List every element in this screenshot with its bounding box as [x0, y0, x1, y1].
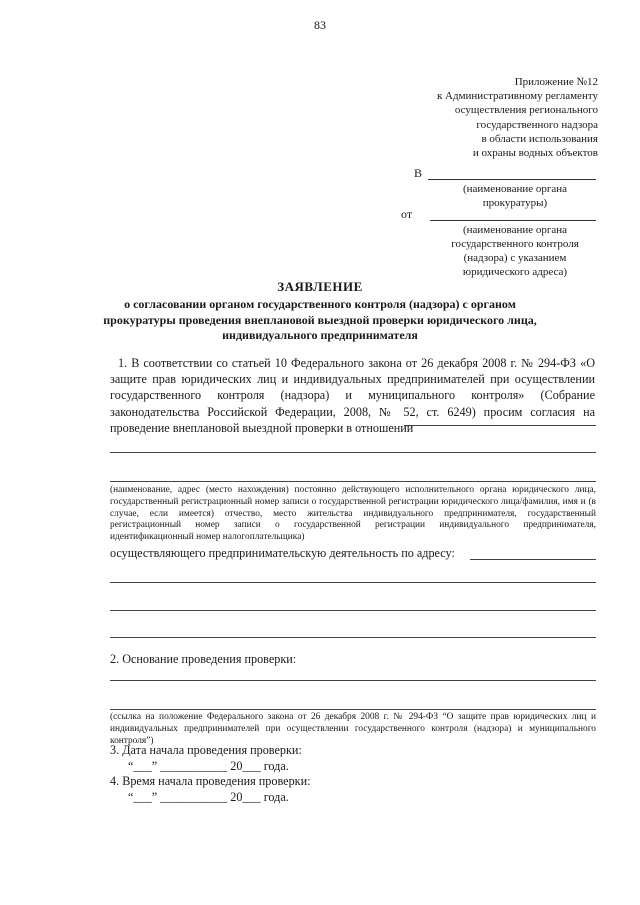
- from-field-line[interactable]: [430, 220, 596, 221]
- inline-fill-line[interactable]: [404, 425, 596, 426]
- to-field-line[interactable]: [428, 179, 596, 180]
- fill-line[interactable]: [110, 709, 596, 710]
- note-1: (наименование, адрес (место нахождения) постоянно действующего исполнительного органа юридического лица, государственный регистрационный номер записи о государственной регистрации юридического лица/фамилия, имя и (в случае, если имеется) отчество, место жительства индивидуального предпринимателя, государственный регистрационный номер записи о государственной регистрации индивидуального предпринимателя, идентификационный номер налогоплательщика): [110, 485, 596, 543]
- paragraph-1: 1. В соответствии со статьей 10 Федерального закона от 26 декабря 2008 г. № 294-ФЗ «О защите прав юридических лиц и индивидуальных предпринимателей при осуществлении государственного контроля (надзора) и муниципального контроля» (Собрание законодательства Российской Федерации, 2008, № 52, ст. 6249) просим согласия на проведение внеплановой выездной проверки в отношении: [110, 356, 595, 435]
- fill-line[interactable]: [110, 452, 596, 453]
- to-label: В: [414, 166, 423, 180]
- date-field-3[interactable]: “___” ___________ 20___ года.: [128, 759, 289, 773]
- appendix-line: в области использования: [481, 132, 598, 145]
- fill-line[interactable]: [110, 610, 596, 611]
- appendix-line: осуществления регионального: [454, 104, 598, 117]
- fill-line[interactable]: [110, 680, 596, 681]
- document-title: ЗАЯВЛЕНИЕ: [277, 279, 363, 294]
- section-2-label: 2. Основание проведения проверки:: [110, 652, 297, 666]
- fill-line[interactable]: [110, 481, 596, 482]
- document-subtitle: о согласовании органом государственного контроля (надзора) с органом прокуратуры проведения внеплановой выездной проверки юридического лица, индивидуального предпринимателя: [103, 297, 537, 342]
- appendix-line: к Административному регламенту: [436, 90, 598, 103]
- from-label: от: [401, 207, 413, 221]
- fill-line[interactable]: [110, 582, 596, 583]
- fill-line[interactable]: [110, 637, 596, 638]
- from-hint: (наименование органа государственного контроля (надзора) с указанием юридического адреса): [451, 224, 579, 278]
- date-field-4[interactable]: “___” ___________ 20___ года.: [128, 790, 289, 804]
- appendix-line: Приложение №12: [514, 76, 598, 88]
- to-hint: (наименование органа прокуратуры): [462, 183, 568, 209]
- appendix-block: [380, 75, 598, 160]
- address-label: осуществляющего предпринимательскую деятельность по адресу:: [110, 546, 455, 560]
- appendix-line: и охраны водных объектов: [472, 147, 598, 160]
- section-3-label: 3. Дата начала проведения проверки:: [110, 743, 302, 757]
- appendix-line: государственного надзора: [476, 118, 598, 131]
- section-4-label: 4. Время начала проведения проверки:: [110, 774, 311, 788]
- page-number: 83: [314, 18, 326, 32]
- address-fill-line[interactable]: [470, 559, 596, 560]
- note-2: (ссылка на положение Федерального закона от 26 декабря 2008 г. № 294-ФЗ “О защите прав юридических лиц и индивидуальных предпринимателей при осуществлении государственного контроля (надзора) и муниципального контроля”): [110, 712, 596, 746]
